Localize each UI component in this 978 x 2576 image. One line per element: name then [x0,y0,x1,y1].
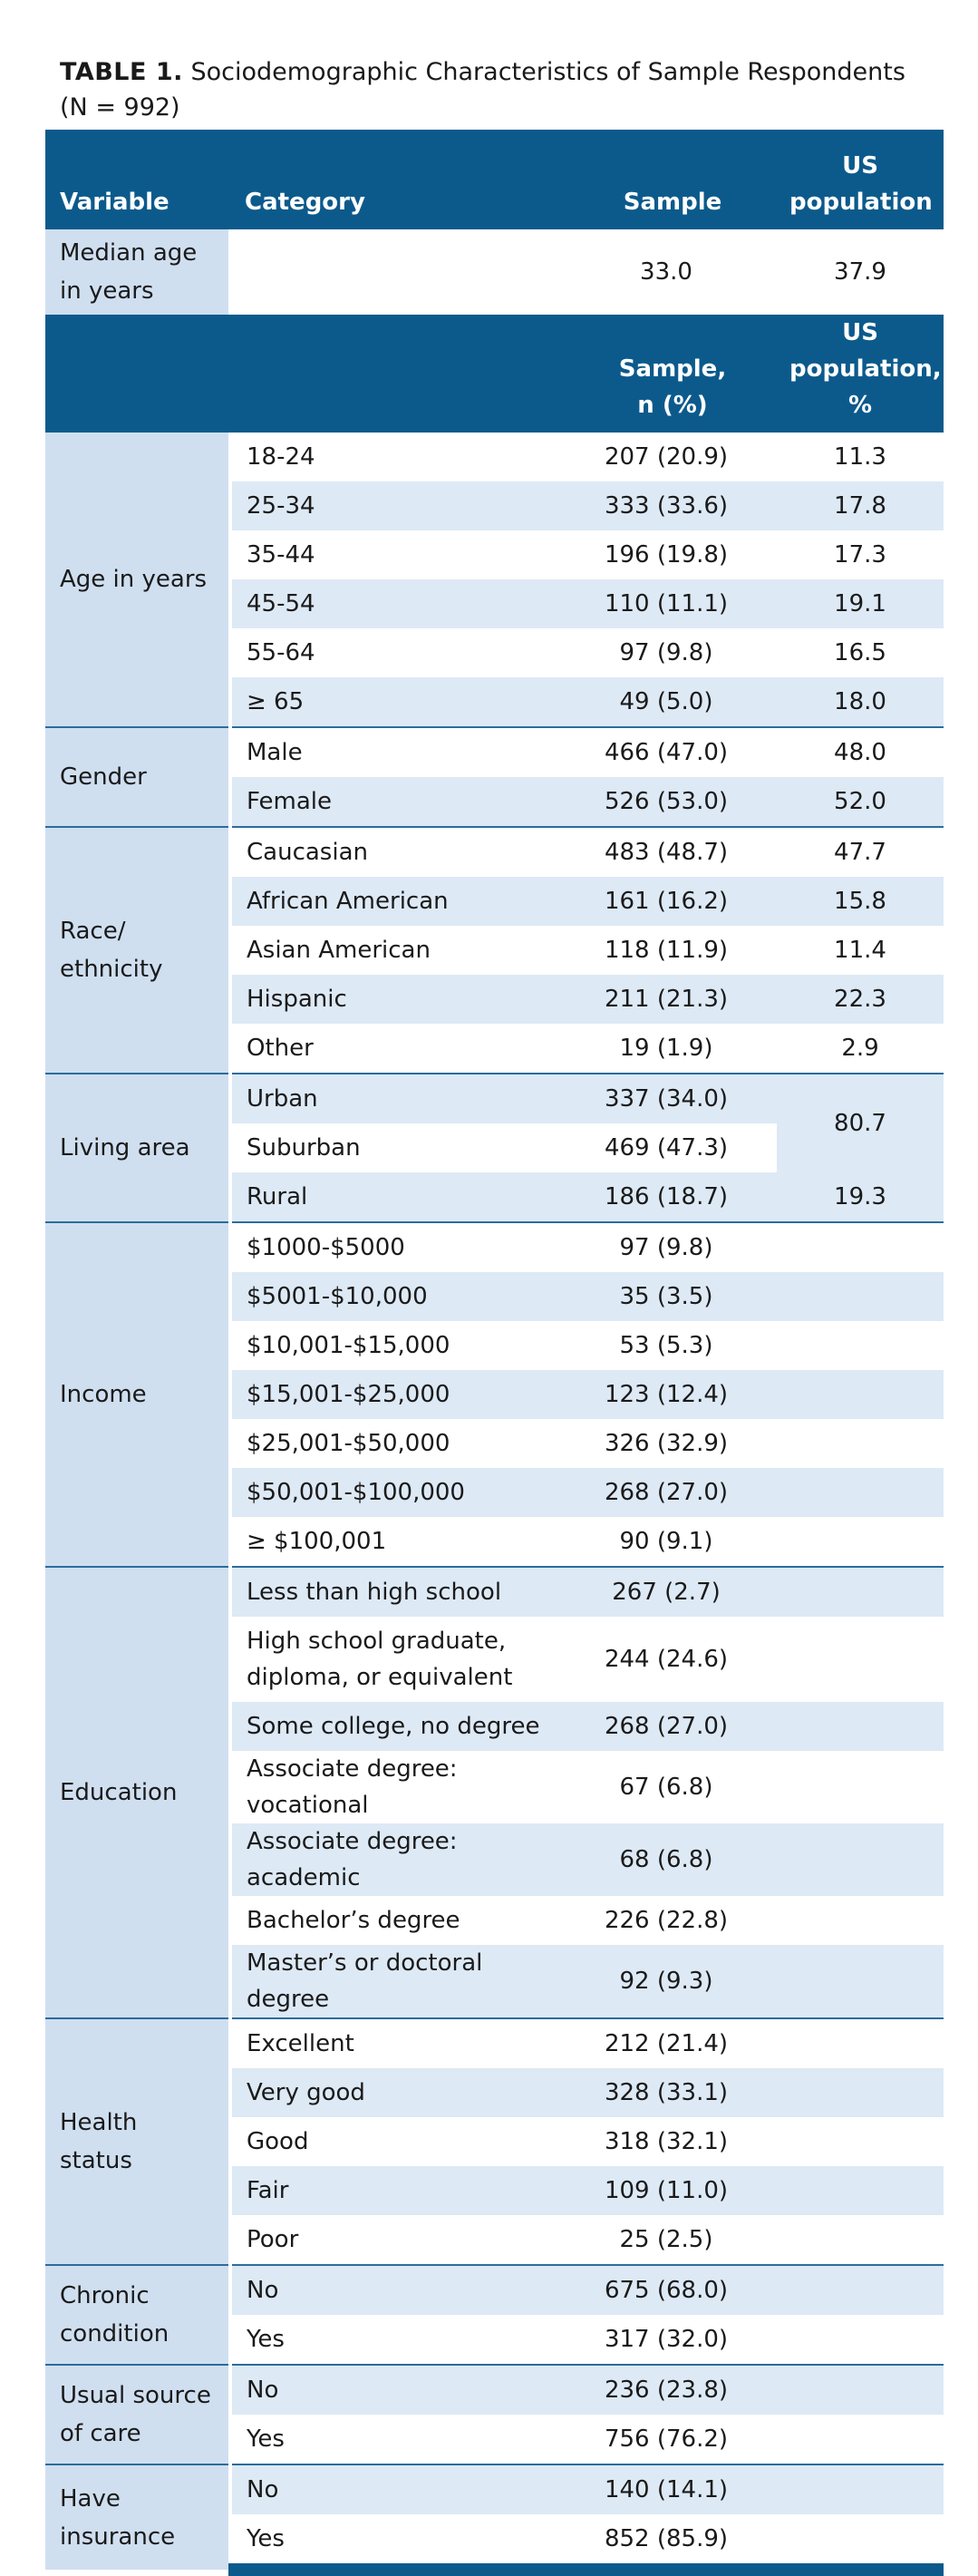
table-row: Hispanic 211 (21.3) 22.3 [45,975,944,1024]
table-row: Other 19 (1.9) 2.9 [247,1035,879,1062]
table-row: Asian American 118 (11.9) 11.4 [247,937,886,964]
table-row: 25-34 333 (33.6) 17.8 [45,481,944,530]
subheader-us-population: US population, % [777,315,944,433]
table-row: Fair 109 (11.0) [45,2166,944,2215]
table-label: TABLE 1. [60,58,183,86]
header-us-population: US population [777,130,944,229]
table-row: Education Less than high school 267 (2.7) [45,1567,944,1617]
table-row: Rural 186 (18.7) 19.3 [45,1172,944,1222]
variable-chronic-condition: Chronic condition [45,2265,230,2365]
table-row: Female 526 (53.0) 52.0 [45,777,944,827]
table-row: $50,001-$100,000 268 (27.0) [45,1468,944,1517]
table-row: Bachelor’s degree 226 (22.8) [247,1907,729,1934]
subheader-row [45,315,944,433]
sociodemographic-table [45,130,944,2576]
variable-gender: Gender [45,727,230,827]
table-row: Associate degree: vocational 67 (6.8) [247,1755,713,1819]
table-row: African American 161 (16.2) 15.8 [45,877,944,926]
table-row: $5001-$10,000 35 (3.5) [45,1272,944,1321]
header-sample: Sample [568,130,777,229]
table-row: High school graduate, diploma, or equivalent 244 (24.6) [247,1628,729,1691]
variable-health-status: Health status [45,2018,230,2265]
table-row: Yes 756 (76.2) [247,2425,729,2453]
variable-living-area: Living area [45,1074,230,1222]
variable-education: Education [45,1567,230,2018]
table-sample-size: (N = 992) [60,93,180,122]
median-age-us: 37.9 [777,229,944,315]
variable-age: Age in years [45,433,230,727]
table-row: Yes 317 (32.0) [247,2326,729,2353]
median-age-sample: 33.0 [568,229,777,315]
variable-income: Income [45,1222,230,1567]
table-row: Age in years 18-24 207 (20.9) 11.3 [45,433,944,481]
table-row: 45-54 110 (11.1) 19.1 [45,579,944,628]
table-row: ≥ $100,001 90 (9.1) [247,1528,713,1555]
variable-usual-source-of-care: Usual source of care [45,2365,230,2464]
table-row: Chronic condition No 675 (68.0) [45,2265,944,2315]
urban-suburban-us: 80.7 [777,1074,944,1172]
table-row: Health status Excellent 212 (21.4) [45,2018,944,2068]
table-row: $25,001-$50,000 326 (32.9) [247,1430,729,1457]
header-row [45,130,944,229]
variable-have-insurance: Have insurance [45,2464,230,2570]
table-row: 55-64 97 (9.8) 16.5 [247,639,886,666]
table-row: $15,001-$25,000 123 (12.4) [45,1370,944,1419]
variable-race: Race/ ethnicity [45,827,230,1074]
table-row: 35-44 196 (19.8) 17.3 [247,541,886,569]
table-row: Have insurance No 140 (14.1) [45,2464,944,2514]
table-row: Living area Urban 337 (34.0) 80.7 [45,1074,944,1123]
table-row: Income $1000-$5000 97 (9.8) [45,1222,944,1272]
header-variable: Variable [45,130,230,229]
table-row: Race/ ethnicity Caucasian 483 (48.7) 47.7 [45,827,944,877]
table-row: Good 318 (32.1) [247,2128,729,2155]
table-row: $10,001-$15,000 53 (5.3) [247,1332,713,1359]
table-row: Very good 328 (33.1) [45,2068,944,2117]
table-row: Some college, no degree 268 (27.0) [45,1702,944,1751]
subheader-sample: Sample, n (%) [568,315,777,433]
median-age-label: Median age in years [45,229,230,315]
table-row: Yes 852 (85.9) [45,2514,944,2570]
table-title: Sociodemographic Characteristics of Sample Respondents [190,58,905,86]
table-row: Gender Male 466 (47.0) 48.0 [45,727,944,777]
table-row: Suburban 469 (47.3) [247,1134,729,1162]
median-age-category [230,229,568,315]
header-category: Category [230,130,568,229]
table-row: Usual source of care No 236 (23.8) [45,2365,944,2415]
median-age-row [45,229,944,315]
table-caption [60,54,957,125]
table-row: Associate degree: academic 68 (6.8) [45,1823,944,1896]
table-row: Poor 25 (2.5) [247,2226,713,2253]
table-row: ≥ 65 49 (5.0) 18.0 [45,677,944,727]
table-row: Master’s or doctoral degree 92 (9.3) [45,1945,944,2018]
